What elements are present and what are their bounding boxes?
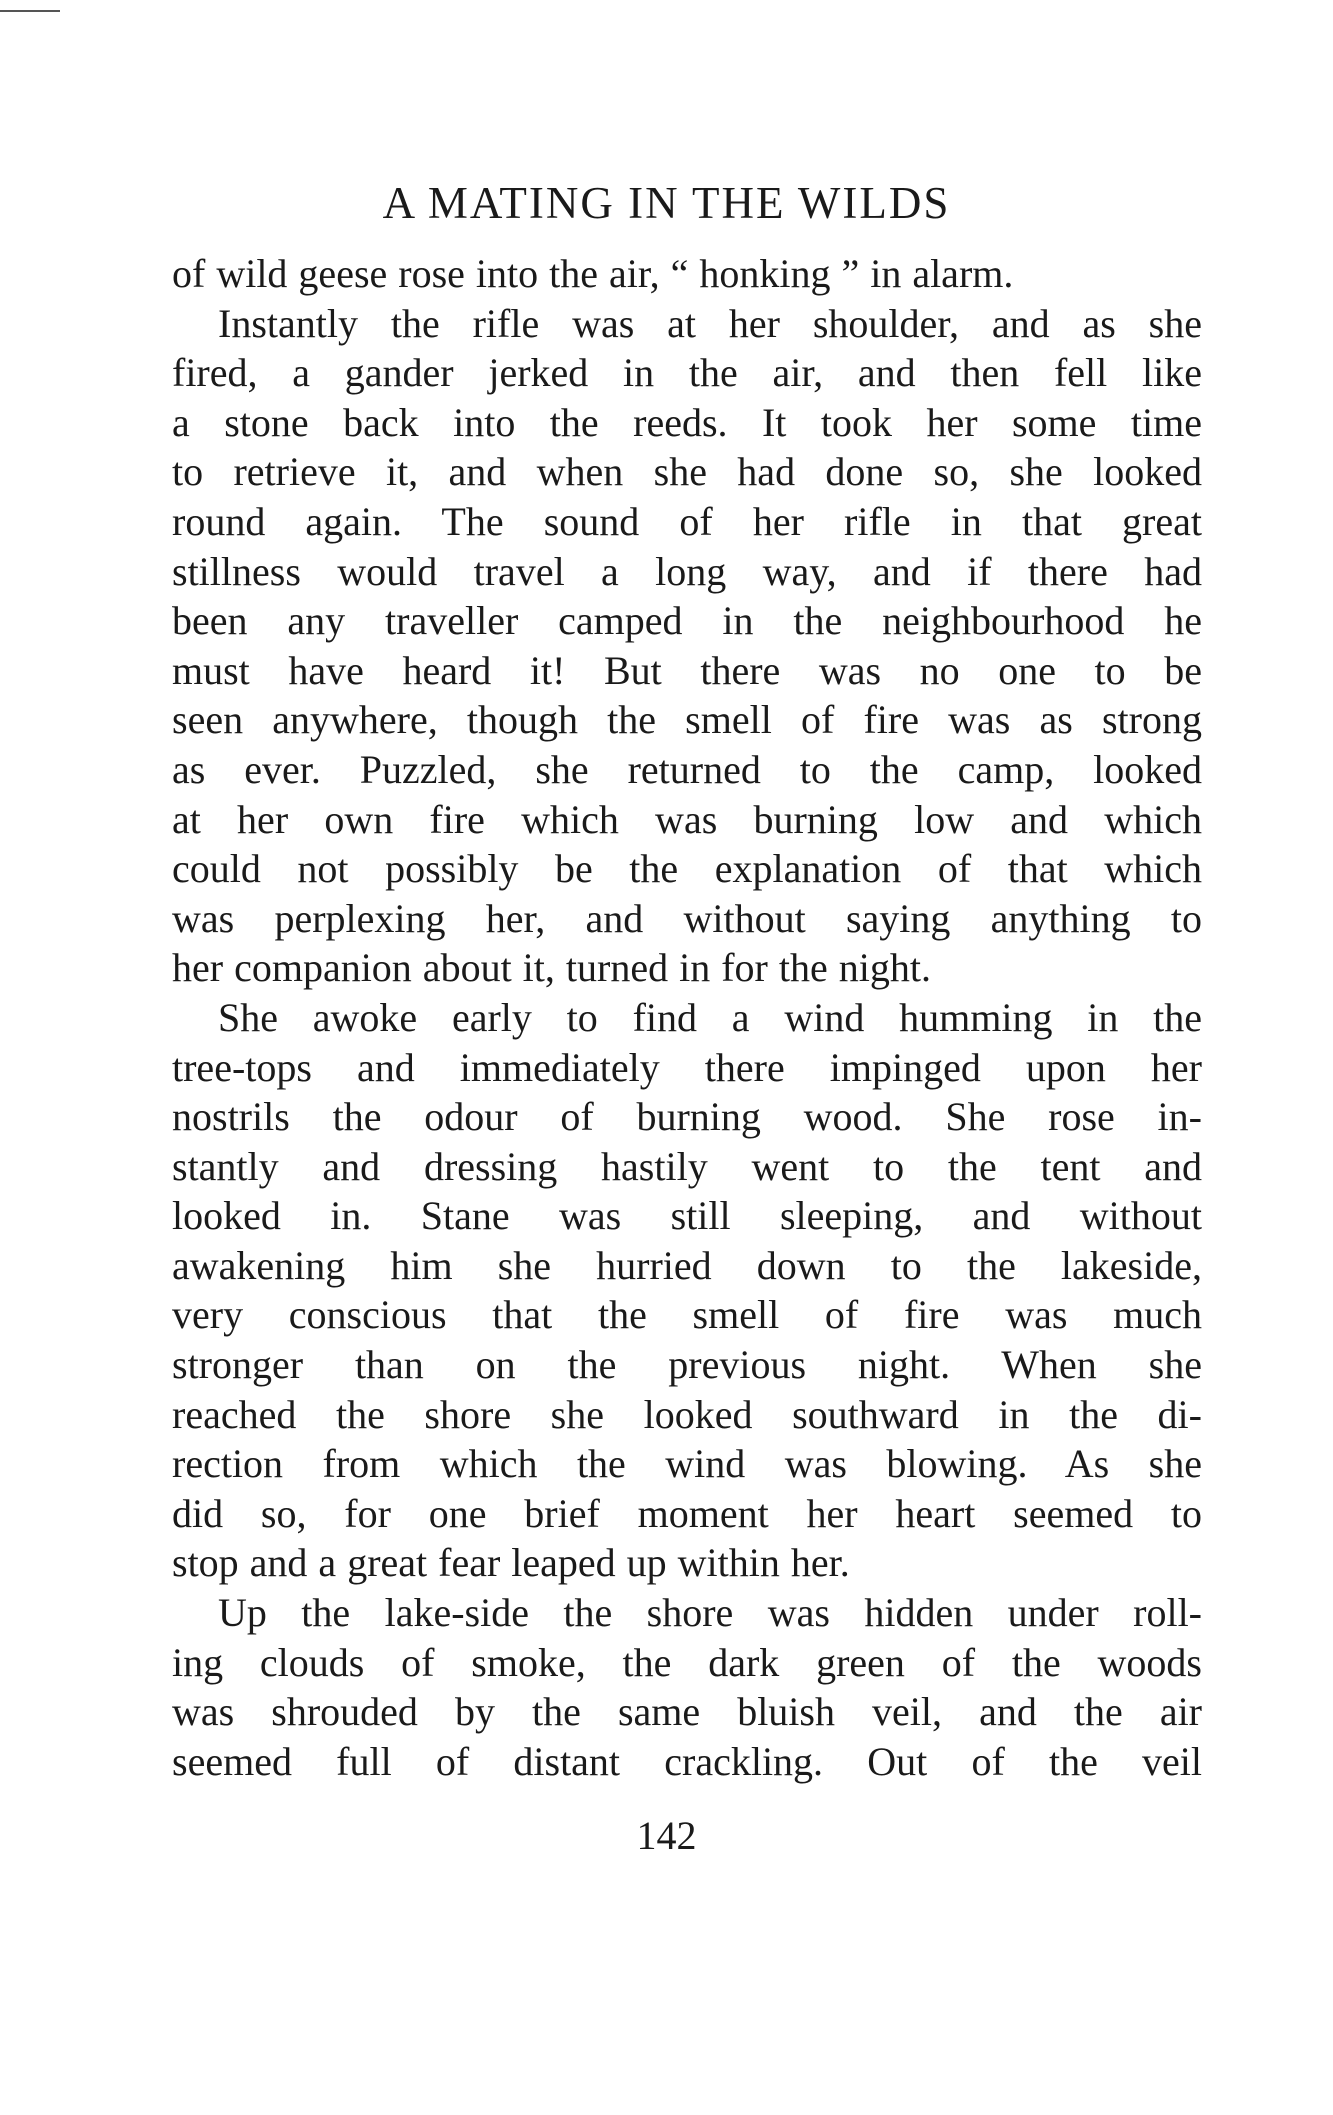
text-line: fired, a gander jerked in the air, and then fell like [172,350,1202,396]
text-line: must have heard it! But there was no one to be [172,647,1202,693]
text-line: was shrouded by the same bluish veil, and the air [172,1689,1202,1735]
text-line: been any traveller camped in the neighbourhood he [172,598,1202,644]
text-line: Instantly the rifle was at her shoulder, and as she [218,300,1202,346]
text-line: awakening him she hurried down to the lakeside, [172,1242,1202,1288]
text-line: as ever. Puzzled, she returned to the camp, looked [172,746,1202,792]
text-line: ing clouds of smoke, the dark green of the woods [172,1639,1202,1685]
body-text [172,249,1202,1786]
text-line: seen anywhere, though the smell of fire was as strong [172,697,1202,743]
text-line: a stone back into the reeds. It took her some time [172,399,1202,445]
text-line: She awoke early to find a wind humming in the [218,994,1202,1040]
text-line: looked in. Stane was still sleeping, and without [172,1193,1202,1239]
text-line: stop and a great fear leaped up within her. [172,1540,850,1586]
text-line: Up the lake-side the shore was hidden under roll- [218,1590,1202,1636]
text-line: to retrieve it, and when she had done so, she looked [172,449,1202,495]
running-head: A MATING IN THE WILDS [382,178,951,228]
text-line: at her own fire which was burning low and which [172,796,1202,842]
text-line: reached the shore she looked southward in the di- [172,1391,1202,1437]
text-line: rection from which the wind was blowing. As she [172,1441,1202,1487]
text-line: seemed full of distant crackling. Out of the veil [172,1738,1202,1784]
page-number: 142 [636,1813,697,1858]
text-line: of wild geese rose into the air, “ honking ” in alarm. [172,251,1014,296]
text-line: her companion about it, turned in for the night. [172,945,931,991]
text-line: could not possibly be the explanation of that which [172,846,1202,892]
text-line: stronger than on the previous night. When she [172,1342,1202,1388]
text-line: stantly and dressing hastily went to the tent and [172,1143,1202,1189]
text-line: nostrils the odour of burning wood. She rose in- [172,1094,1202,1140]
text-line: was perplexing her, and without saying anything to [172,895,1202,941]
text-line: tree-tops and immediately there impinged upon her [172,1044,1202,1090]
text-line: very conscious that the smell of fire was much [172,1292,1202,1338]
corner-rule [0,10,60,12]
text-line: round again. The sound of her rifle in that great [172,498,1202,544]
text-line: stillness would travel a long way, and if there had [172,548,1202,594]
text-line: did so, for one brief moment her heart seemed to [172,1490,1202,1536]
